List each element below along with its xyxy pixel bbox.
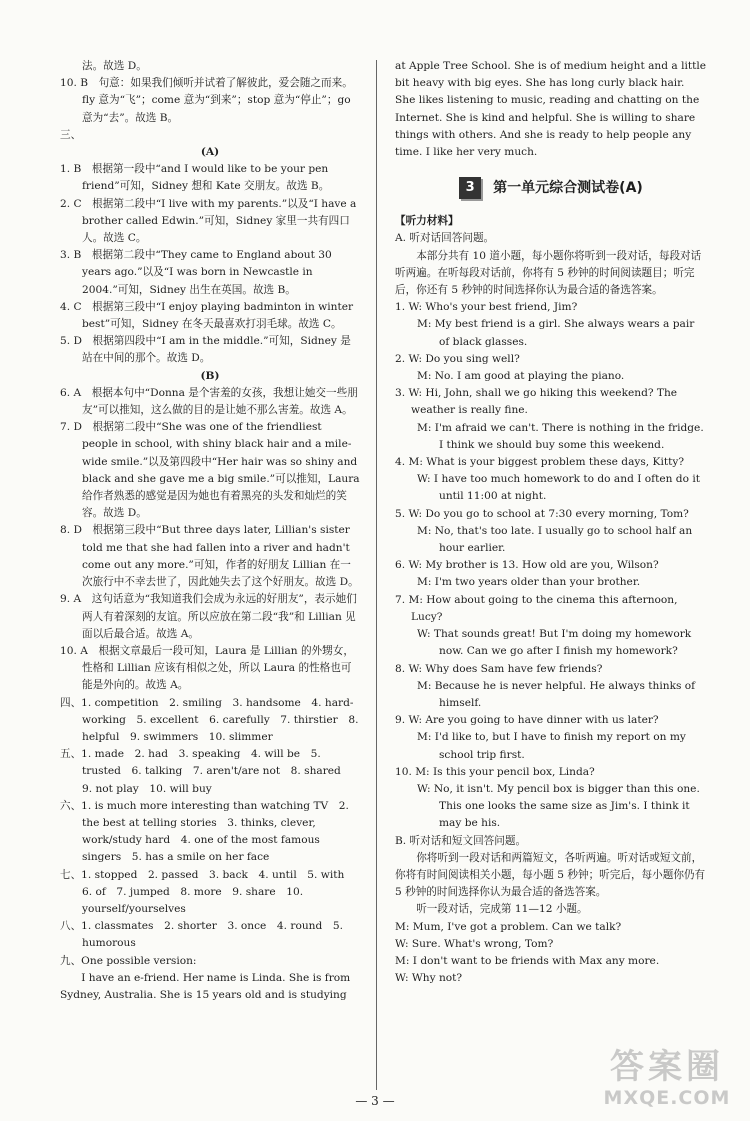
left-line: 五、1. made 2. had 3. speaking 4. will be 5. trusted 6. talking 7. aren't/are not 8. shared 9. not play 10. will buy (60, 748, 352, 795)
page-number: — 3 — (355, 1094, 395, 1108)
listening-material (395, 213, 707, 987)
unit-title-text: 第一单元综合测试卷(A) (493, 179, 643, 196)
left-line: 10. B 句意：如果我们倾听并试着了解彼此，爱会随之而来。fly 意为“飞”；come 意为“到来”；stop 意为“停止”；go 意为“去”。故选 B。 (60, 77, 353, 124)
right-line: M: No. I am good at playing the piano. (417, 370, 625, 383)
right-line: B. 听对话和短文回答问题。 (395, 834, 527, 847)
right-line: W: No, it isn't. My pencil box is bigger than this one. This one looks the same size as Jim's. I think it may be his. (417, 782, 700, 830)
right-line: 6. W: My brother is 13. How old are you, Wilson? (395, 559, 659, 572)
right-line: 10. M: Is this your pencil box, Linda? (395, 765, 595, 778)
left-line: 9. A 这句话意为“我知道我们会成为永远的好朋友”，表示她们两人有着深刻的友谊。所以应放在第二段“我”和 Lillian 见面以后最合适。故选 A。 (60, 593, 357, 640)
left-line: (B) (200, 369, 220, 382)
right-line: 3. W: Hi, John, shall we go hiking this weekend? The weather is really fine. (395, 387, 678, 417)
left-line: 七、1. stopped 2. passed 3. back 4. until 5. with 6. of 7. jumped 8. more 9. share 10. yourself/yourselves (60, 868, 355, 915)
right-line: 1. W: Who's your best friend, Jim? (395, 301, 578, 314)
left-line: 六、1. is much more interesting than watching TV 2. the best at telling stories 3. thinks, clever, work/study hard 4. one of the most famous singers 5. has a smile on her face (60, 799, 349, 864)
left-line: 法。故选 D。 (82, 60, 147, 72)
right-line: 听一段对话，完成第 11—12 小题。 (416, 903, 588, 916)
watermark-bottom: MXQE.COM (603, 1087, 731, 1109)
right-line: W: That sounds great! But I'm doing my homework now. Can we go after I finish my homework? (417, 628, 692, 658)
right-line: 5. W: Do you go to school at 7:30 every morning, Tom? (395, 507, 689, 520)
unit-test-title (395, 173, 707, 203)
right-top-line: at Apple Tree School. She is of medium height and a little bit heavy with big eyes. She has long curly black hair. She likes listening to music, reading and chatting on the Internet. She is kind and helpful. She is willing to share things with others. And she is ready to help people any time. I like her very much. (395, 60, 707, 159)
unit-number-badge: 3 (459, 177, 481, 199)
right-line: 你将听到一段对话和两篇短文，各听两遍。听对话或短文前，你将有时间阅读相关小题，每小题 5 秒钟；听完后，每小题你仍有 5 秒钟的时间选择你认为最合适的备选答案。 (395, 851, 706, 899)
right-line: A. 听对话回答问题。 (395, 232, 495, 245)
watermark-top: 答案圈 (610, 1047, 724, 1087)
right-line: W: I have too much homework to do and I often do it until 11:00 at night. (417, 473, 700, 503)
right-line: M: Mum, I've got a problem. Can we talk? (395, 920, 622, 933)
left-line: 1. B 根据第一段中“and I would like to be your pen friend”可知，Sidney 想和 Kate 交朋友。故选 B。 (60, 163, 330, 193)
left-line: 三、 (60, 128, 82, 141)
left-line: 7. D 根据第二段中“She was one of the friendliest people in school, with shiny black hair and a mile-wide smile.”以及第四段中“Her hair was so shiny and black and she gave me a big smile.”可以推知，Laura 给作者熟悉的感觉是因为她也有着黑亮的头发和灿烂的笑容。故选 D。 (60, 421, 360, 520)
left-line: 8. D 根据第三段中“But three days later, Lillian's sister told me that she had fallen into a river and hadn't come out any more.”可知，作者的好朋友 Lillian 在一次旅行中不幸去世了，因此她失去了这个好朋友。故选 D。 (60, 524, 359, 589)
left-line: 5. D 根据第四段中“I am in the middle.”可知，Sidney 是站在中间的那个。故选 D。 (60, 335, 351, 365)
left-line: 6. A 根据本句中“Donna 是个害羞的女孩，我想让她交一些朋友”可以推知，这么做的目的是让她不那么害羞。故选 A。 (60, 386, 358, 417)
right-line: M: Because he is never helpful. He always thinks of himself. (417, 679, 696, 709)
right-line: W: Why not? (395, 972, 463, 985)
left-line: (A) (200, 146, 220, 159)
left-column (60, 58, 360, 1004)
right-line: W: Sure. What's wrong, Tom? (395, 937, 554, 950)
right-line: M: I'm afraid we can't. There is nothing in the fridge. I think we should buy some this weekend. (417, 421, 704, 451)
right-line: 9. W: Are you going to have dinner with us later? (395, 714, 659, 727)
right-column (395, 58, 707, 987)
left-line: I have an e-friend. Her name is Linda. She is from Sydney, Australia. She is 15 years old and is studying (60, 971, 351, 1001)
essay-continuation (395, 58, 707, 161)
right-line: M: I'd like to, but I have to finish my report on my school trip first. (417, 731, 686, 761)
left-line: 3. B 根据第二段中“They came to England about 30 years ago.”以及“I was born in Newcastle in 2004.”可知，Sidney 出生在英国。故选 B。 (60, 249, 332, 296)
right-line: 4. M: What is your biggest problem these days, Kitty? (395, 456, 685, 469)
right-line: M: My best friend is a girl. She always wears a pair of black glasses. (417, 318, 695, 348)
left-line: 2. C 根据第二段中“I live with my parents.”以及“I have a brother called Edwin.”可知，Sidney 家里一共有四口人。故选 C。 (60, 197, 357, 245)
right-line: 2. W: Do you sing well? (395, 352, 520, 365)
left-line: 九、One possible version: (60, 954, 197, 967)
right-line: 【听力材料】 (395, 215, 459, 228)
column-divider (376, 60, 377, 1090)
right-line: 7. M: How about going to the cinema this afternoon, Lucy? (395, 593, 678, 623)
left-line: 10. A 根据文章最后一段可知，Laura 是 Lillian 的外甥女，性格和 Lillian 应该有相似之处，所以 Laura 的性格也可能是外向的。故选 A。 (60, 644, 354, 692)
right-line: 8. W: Why does Sam have few friends? (395, 662, 603, 675)
left-line: 四、1. competition 2. smiling 3. handsome 4. hard-working 5. excellent 6. carefully 7. thirstier 8. helpful 9. swimmers 10. slimmer (60, 696, 359, 743)
right-line: M: I don't want to be friends with Max any more. (395, 954, 660, 967)
right-line: M: I'm two years older than your brother. (417, 576, 641, 589)
right-line: 本部分共有 10 道小题，每小题你将听到一段对话，每段对话听两遍。在听每段对话前，你将有 5 秒钟的时间阅读题目；听完后，你还有 5 秒钟的时间选择你认为最合适的备选答案。 (395, 249, 702, 297)
left-line: 4. C 根据第三段中“I enjoy playing badminton in winter best”可知，Sidney 在冬天最喜欢打羽毛球。故选 C。 (60, 300, 354, 331)
left-line: 八、1. classmates 2. shorter 3. once 4. round 5. humorous (60, 920, 343, 950)
right-line: M: No, that's too late. I usually go to school half an hour earlier. (417, 524, 693, 555)
